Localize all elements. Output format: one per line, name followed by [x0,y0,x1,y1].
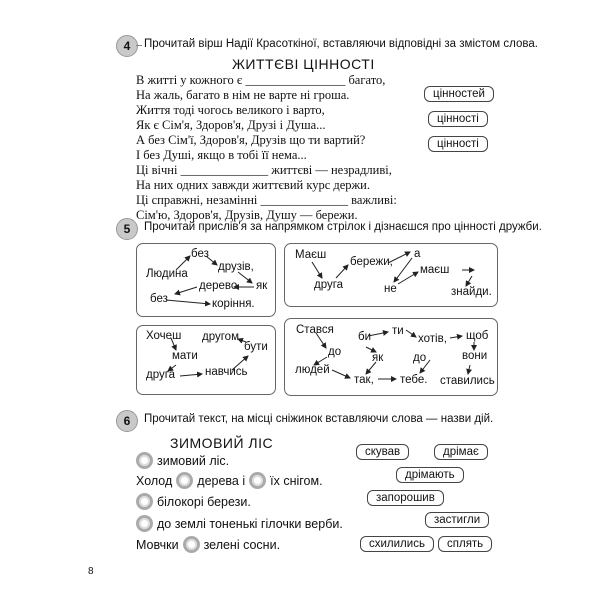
proverb-word: без [191,248,209,260]
snowflake-icon [136,493,153,510]
task-6-instruction: Прочитай текст, на місці сніжинок вставляючи слова — назви дій. [144,413,494,425]
proverb-word: не [384,283,397,295]
poem-line: І без Душі, якщо в тобі її нема... [136,148,307,162]
proverb-word: без [150,293,168,305]
proverb-word: як [256,280,268,292]
proverb-word: дерево [199,280,238,292]
task-4-number: 4 [116,35,138,57]
poem-title: ЖИТТЄВІ ЦІННОСТІ [232,56,375,72]
snowflake-icon [136,452,153,469]
proverb-word: бути [244,341,268,353]
text-fragment: білокорі берези. [157,494,251,509]
action-word-chip[interactable]: схилились [360,536,434,552]
action-word-chip[interactable]: дрімають [396,467,464,483]
poem-line: Як є Сім'я, Здоров'я, Друзі і Душа... [136,118,326,132]
poem-line: Життя тоді чогось великого і варто, [136,103,325,117]
action-word-chip[interactable]: скував [356,444,409,460]
text-line-1 [136,452,229,469]
task-4-instruction: Прочитай вірш Надії Красоткіної, вставляючи відповідні за змістом слова. [144,38,538,50]
text-fragment: зимовий ліс. [157,453,230,468]
proverb-word: коріння. [212,298,255,310]
text-line-2 [136,472,323,489]
poem-line: Ці вічні ______________ життєві — незрадливі, [136,163,392,177]
proverb-word: до [328,346,342,358]
proverb-word: другом, [202,331,243,343]
snowflake-icon [176,472,193,489]
proverb-word: щоб [466,330,489,342]
text-fragment: дерева і [197,473,246,488]
proverb-word: бережи, [350,256,393,268]
task-5-number: 5 [116,218,138,240]
action-word-chip[interactable]: застигли [425,512,489,528]
poem-line: Сім'ю, Здоров'я, Друзів, Душу — бережи. [136,208,358,222]
proverb-word: друзів, [218,261,254,273]
text-fragment: зелені сосни. [203,537,281,552]
text-line-3 [136,493,251,510]
word-chip[interactable]: цінностей [424,86,494,102]
proverb-word: а [414,248,421,260]
poem-line: А без Сім'ї, Здоров'я, Друзів що ти вартий? [136,133,366,147]
action-word-chip[interactable]: дрімає [434,444,488,460]
proverb-word: до [413,352,427,364]
word-chip[interactable]: цінності [428,136,488,152]
word-chip[interactable]: цінності [428,111,488,127]
poem-line: В житті у кожного є ________________ багато, [136,73,386,87]
proverb-word: Хочеш [146,330,182,342]
text-fragment: до землі тоненькі гілочки верби. [157,516,343,531]
text-line-5 [136,536,280,553]
action-word-chip[interactable]: сплять [438,536,492,552]
proverb-word: тебе. [400,374,428,386]
proverb-word: людей [295,364,330,376]
text-title: ЗИМОВИЙ ЛІС [170,435,274,451]
proverb-word: хотів, [418,333,447,345]
poem-line: На них одних завжди життєвий курс держи. [136,178,370,192]
action-word-chip[interactable]: запорошив [367,490,444,506]
page-number: 8 [88,566,94,577]
proverb-word: ти [392,325,404,337]
snowflake-icon [249,472,266,489]
proverb-word: як [372,352,384,364]
proverb-word: друга [146,369,176,381]
proverb-word: би [358,331,372,343]
snowflake-icon [136,515,153,532]
text-line-4 [136,515,343,532]
poem-line: Ці справжні, незамінні ______________ важливі: [136,193,397,207]
proverb-word: знайди. [451,286,492,298]
text-fragment: їх снігом. [270,473,323,488]
proverb-word: ставились [440,375,495,387]
proverb-word: Маєш [295,249,327,261]
text-fragment: Мовчки [136,537,179,552]
proverb-word: Стався [296,324,334,336]
proverb-word: друга [314,279,344,291]
proverb-word: мати [172,350,198,362]
proverb-word: маєш [420,264,450,276]
task-5-instruction: Прочитай прислів'я за напрямком стрілок і дізнаєшся про цінності дружби. [144,221,542,233]
task-6-number: 6 [116,410,138,432]
proverb-word: Людина [146,268,188,280]
text-fragment: Холод [136,473,173,488]
snowflake-icon [183,536,200,553]
proverb-word: навчись [205,366,248,378]
proverb-word: вони [462,350,488,362]
proverb-word: так, [354,374,374,386]
poem-line: На жаль, багато в нім не варте ні гроша. [136,88,350,102]
